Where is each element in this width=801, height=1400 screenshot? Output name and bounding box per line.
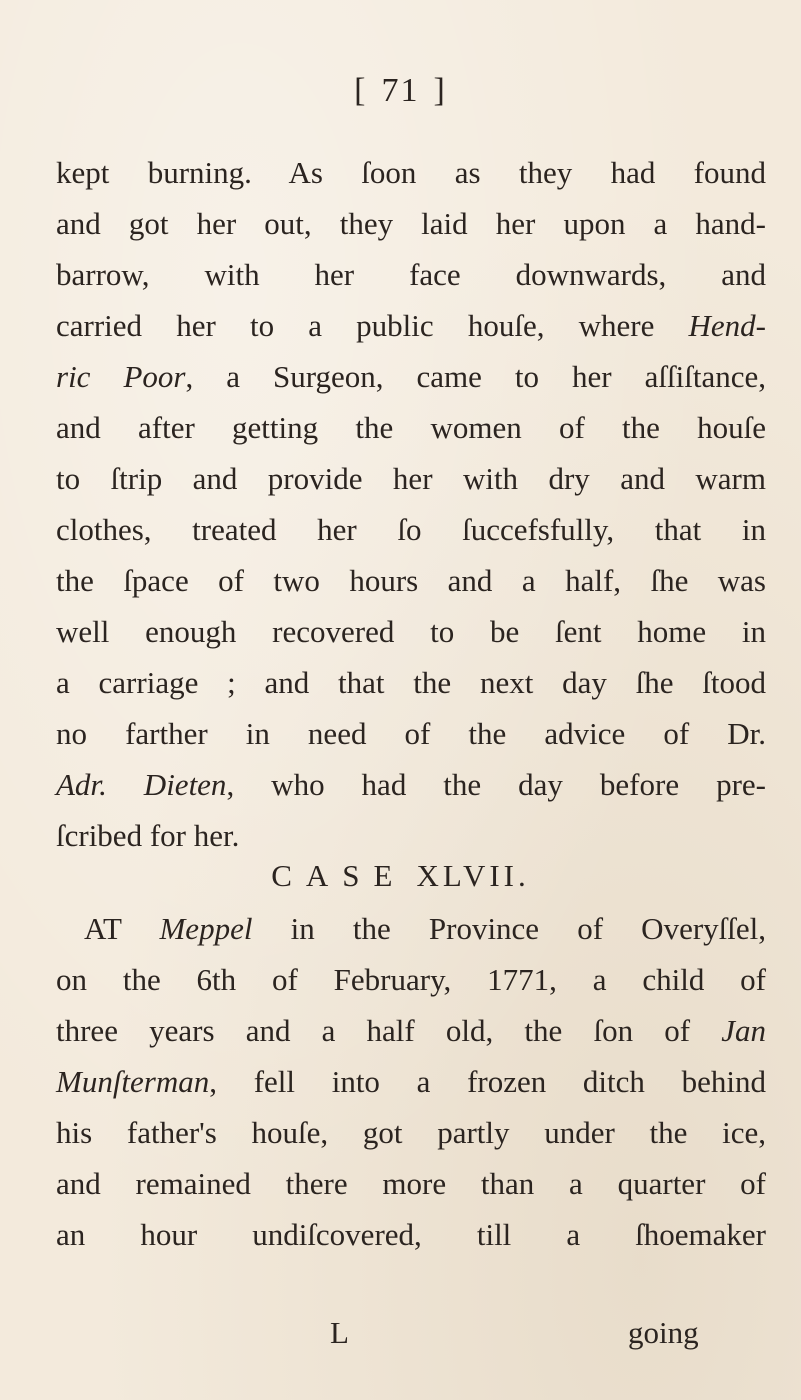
text-line: clothes, treated her ſo ſuccefsfully, that in [56, 512, 766, 547]
text-line: carried her to a public houſe, where Hend- [56, 308, 766, 343]
catchword: going [628, 1315, 699, 1350]
text-line: ric Poor, a Surgeon, came to her aſſiſtance, [56, 359, 766, 394]
text-line: kept burning. As ſoon as they had found [56, 155, 766, 190]
text-line: three years and a half old, the ſon of Jan [56, 1013, 766, 1048]
italic-name: Adr. Dieten [56, 767, 227, 802]
case-heading [0, 858, 801, 894]
text-line: barrow, with her face downwards, and [56, 257, 766, 292]
page-number: 71 [381, 72, 420, 109]
text-line: Adr. Dieten, who had the day before pre- [56, 767, 766, 802]
italic-name: Meppel [159, 911, 253, 946]
case-label: CASE [271, 858, 407, 893]
italic-name: ric Poor [56, 359, 186, 394]
text-line: and got her out, they laid her upon a hand- [56, 206, 766, 241]
italic-name: Munſterman [56, 1064, 210, 1099]
header-bracket-open: [ [354, 72, 368, 109]
italic-name: Jan [721, 1013, 766, 1048]
text-line: and after getting the women of the houſe [56, 410, 766, 445]
text-line: Munſterman, fell into a frozen ditch behind [56, 1064, 766, 1099]
text-line: AT Meppel in the Province of Overyſſel, [84, 911, 767, 946]
case-number: XLVII. [416, 858, 530, 893]
signature-mark: L [330, 1315, 349, 1350]
case-paragraph [56, 903, 766, 1260]
text-line: an hour undiſcovered, till a ſhoemaker [56, 1217, 766, 1252]
text-line: a carriage ; and that the next day ſhe ſtood [56, 665, 766, 700]
text-line: and remained there more than a quarter of [56, 1166, 766, 1201]
text-line: well enough recovered to be ſent home in [56, 614, 766, 649]
text-line: his father's houſe, got partly under the ice, [56, 1115, 766, 1150]
paragraph-continued [56, 147, 766, 861]
text-line: to ſtrip and provide her with dry and warm [56, 461, 766, 496]
header-bracket-close: ] [433, 72, 447, 109]
italic-name: Hend- [688, 308, 766, 343]
text-line: no farther in need of the advice of Dr. [56, 716, 766, 751]
page-header [0, 72, 801, 110]
text-line: ſcribed for her. [56, 818, 240, 853]
page-footer [0, 1315, 801, 1355]
text-line: on the 6th of February, 1771, a child of [56, 962, 766, 997]
text-line: the ſpace of two hours and a half, ſhe was [56, 563, 766, 598]
